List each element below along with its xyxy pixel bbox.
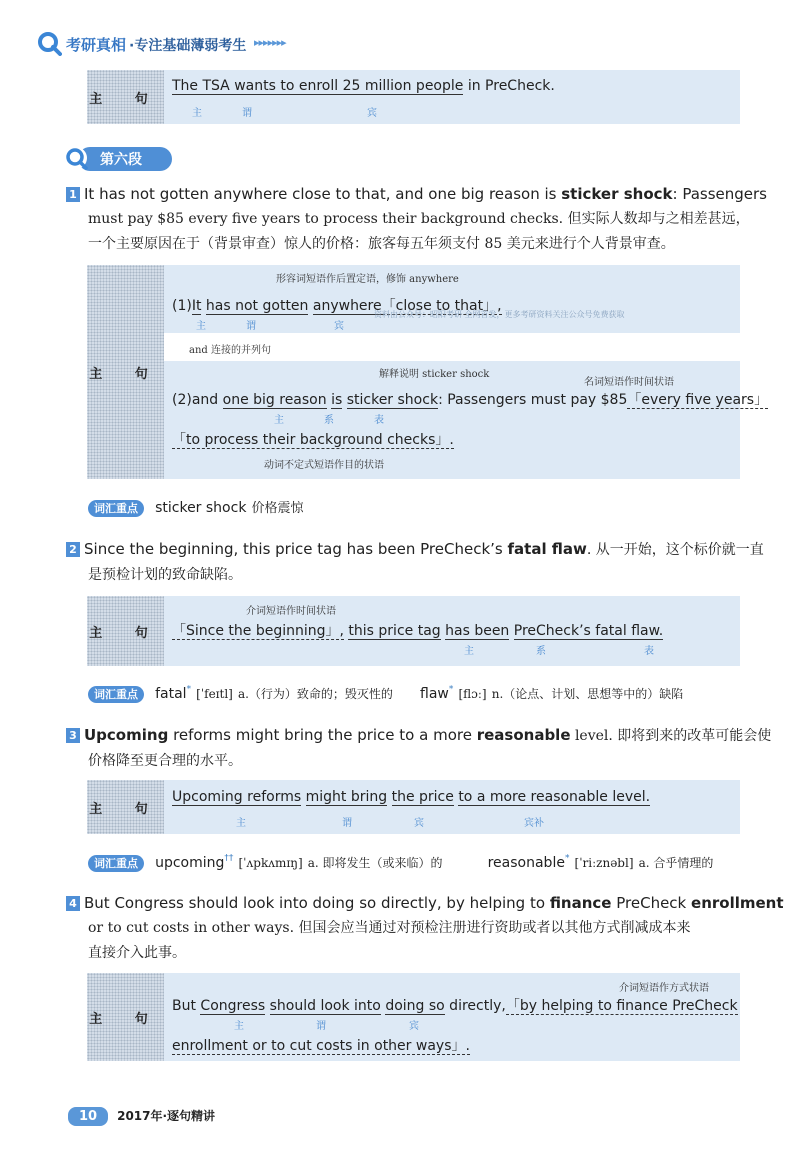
subject: one big reason xyxy=(222,392,327,408)
band-label: 主 句 xyxy=(89,1011,162,1027)
footer-text: 2017年·逐句精讲 xyxy=(117,1109,216,1123)
tag-subject: 主 xyxy=(192,108,202,119)
analysis-box-5: 主 句 介词短语作方式状语 But Congress should look into doing so directly,「by helping to finance PreCheck 主 谓 宾 enrollment or to cut costs in other ways」. xyxy=(87,973,740,1061)
vocab-meaning: 价格震惊 xyxy=(251,501,304,516)
magnifier-icon xyxy=(64,146,90,172)
analysis-box-2 xyxy=(87,265,769,479)
time-adverbial: 「every five years」 xyxy=(627,392,769,408)
header-arrows: ▸▸▸▸▸▸▸ xyxy=(254,36,286,49)
subject: this price tag xyxy=(348,623,441,639)
band-label: 主 句 xyxy=(89,801,162,817)
sentence xyxy=(172,78,555,94)
modifier: 「close to that」, xyxy=(381,298,502,314)
vocab-row-2: 词汇重点 fatal* [ˈfeɪtl] a.（行为）致命的；毁灭性的 flaw* [flɔː] n.（论点、计划、思想等中的）缺陷 xyxy=(88,683,683,702)
sentence-1: 1 It has not gotten anywhere close to that, and one big reason is sticker shock: Passengers must pay $85 every five years to process their background checks. 但实际人数却与之相差甚远， 一个主要原因在于（背景审查）惊人的价格：旅客每五年须支付 85 美元来进行个人背景审查。 xyxy=(66,182,756,257)
sentence-rest: in PreCheck. xyxy=(463,78,555,94)
sentence-2: 2 Since the beginning, this price tag has been PreCheck’s fatal flaw. 从一开始，这个标价就一直 是预检计划的致命缺陷。 xyxy=(66,537,756,588)
object: the price xyxy=(391,789,454,805)
analysis-panel-part2: 解释说明 sticker shock 名词短语作时间状语 (2)and one big reason is sticker shock: Passengers must pay $85「every five years」 主 系 表 「to process their background checks」. 动词不定式短语作目的状语 xyxy=(164,361,740,479)
sentence-4: 4 But Congress should look into doing so directly, by helping to finance PreCheck enrollment or to cut costs in other ways. 但国会应当通过对预检注册进行资助或者以其他方式削减成本来 直接介入此事。 xyxy=(66,891,756,966)
note: 形容词短语作后置定语，修饰 anywhere xyxy=(276,274,459,285)
analysis-box-1 xyxy=(87,70,740,124)
manner-adverbial-cont: enrollment or to cut costs in other ways」. xyxy=(172,1038,470,1054)
analysis-panel xyxy=(164,70,740,124)
sentence-number: 1 xyxy=(66,187,80,202)
predicate: should look into xyxy=(269,998,381,1014)
predicate: has not gotten xyxy=(205,298,309,314)
subject: Congress xyxy=(200,998,266,1014)
vocab-row-3: 词汇重点 upcoming†† [ˈʌpkʌmɪŋ] a. 即将发生（或来临）的 reasonable* [ˈriːznəbl] a. 合乎情理的 xyxy=(88,852,713,871)
core-clause: The TSA wants to enroll 25 million people xyxy=(172,78,464,94)
key-term: sticker shock xyxy=(561,185,673,203)
time-adverbial: 「Since the beginning」, xyxy=(172,623,344,639)
manner-adverbial: 「by helping to finance PreCheck xyxy=(505,998,738,1014)
section-heading xyxy=(66,147,172,171)
magnifier-logo-icon xyxy=(38,32,62,56)
vocab-badge: 词汇重点 xyxy=(88,500,144,517)
footer xyxy=(68,1105,215,1126)
object-complement: to a more reasonable level. xyxy=(458,789,651,805)
tag-object: 宾 xyxy=(367,108,377,119)
band-label: 主 句 xyxy=(89,91,162,107)
header-title: ·专注基础薄弱考生 xyxy=(129,38,247,54)
link-verb: has been xyxy=(445,623,510,639)
section-title: 第六段 xyxy=(100,152,142,168)
watermark: 资料由公众号：昭阳考研 全网首发，更多考研资料关注公众号免费获取 xyxy=(374,310,625,319)
object: doing so xyxy=(385,998,445,1014)
key-term: fatal flaw xyxy=(507,540,587,558)
tag-predicate: 谓 xyxy=(242,108,252,119)
object: anywhere xyxy=(312,298,382,314)
and-note: and 连接的并列句 xyxy=(189,345,271,356)
vocab-row-1 xyxy=(88,497,304,516)
purpose-adverbial: 「to process their background checks」. xyxy=(172,432,454,448)
subject: It xyxy=(191,298,202,314)
analysis-box-4: 主 句 Upcoming reforms might bring the price to a more reasonable level. 主 谓 宾 宾补 xyxy=(87,780,740,834)
complement: sticker shock xyxy=(346,392,439,408)
analysis-box-3: 主 句 介词短语作时间状语 「Since the beginning」, this price tag has been PreCheck’s fatal flaw. 主 系 表 xyxy=(87,596,740,666)
page-number: 10 xyxy=(68,1107,108,1126)
sentence-3: 3 Upcoming reforms might bring the price to a more reasonable level. 即将到来的改革可能会使 价格降至更合理的水平。 xyxy=(66,723,756,774)
link-verb: is xyxy=(331,392,343,408)
band-label: 主 句 xyxy=(89,366,162,382)
subject: Upcoming reforms xyxy=(172,789,302,805)
predicate: might bring xyxy=(305,789,388,805)
complement: PreCheck’s fatal flaw. xyxy=(513,623,664,639)
band-label: 主 句 xyxy=(89,625,162,641)
header-logo-text: 考研真相 xyxy=(66,36,127,54)
header xyxy=(38,32,338,58)
vocab-word: sticker shock xyxy=(155,500,247,516)
analysis-panel-part1: 形容词短语作后置定语，修饰 anywhere (1)It has not gotten anywhere「close to that」, 主 谓 宾 资料由公众号：昭阳考研 全网首发，更多考研资料关注公众号免费获取 xyxy=(164,265,740,333)
